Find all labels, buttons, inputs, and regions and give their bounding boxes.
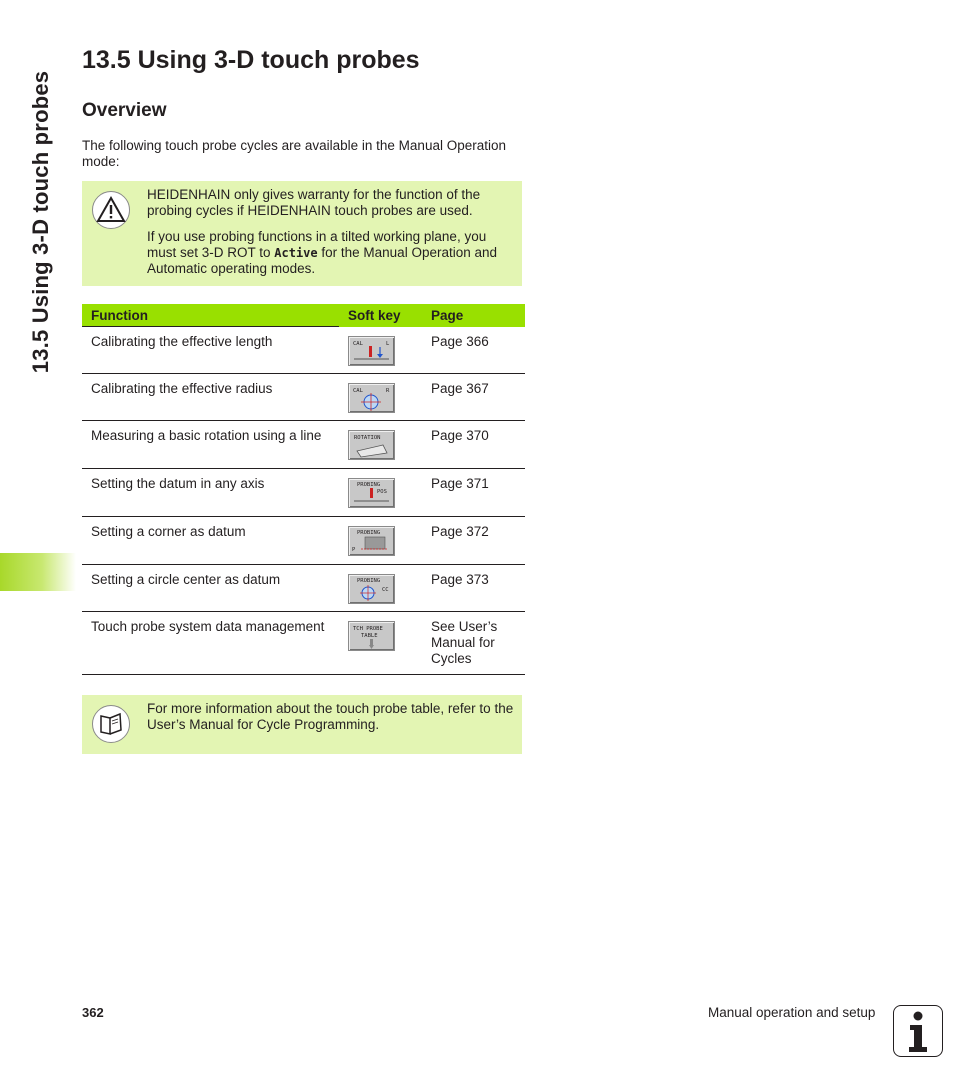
info-text: For more information about the touch probe table, refer to the User’s Manual for Cycle Programming. <box>147 701 514 732</box>
svg-text:TABLE: TABLE <box>361 633 378 639</box>
softkey-cell <box>339 421 422 469</box>
page-cell: Page 370 <box>422 421 525 469</box>
warning-triangle-icon <box>92 191 130 229</box>
function-cell: Setting a circle center as datum <box>82 565 339 612</box>
function-cell: Touch probe system data management <box>82 612 339 675</box>
softkey-cell <box>339 469 422 517</box>
page-heading: 13.5 Using 3-D touch probes <box>82 46 420 74</box>
side-chapter-title: 13.5 Using 3-D touch probes <box>28 70 53 374</box>
page-cell: Page 373 <box>422 565 525 612</box>
softkey-cell <box>339 565 422 612</box>
chapter-tab-marker <box>0 553 76 591</box>
header-softkey: Soft key <box>339 304 422 327</box>
probing-p-softkey[interactable] <box>348 526 395 556</box>
svg-text:POS: POS <box>377 489 387 495</box>
table-row <box>82 374 525 421</box>
header-page: Page <box>422 304 525 327</box>
table-row <box>82 565 525 612</box>
svg-text:ROTATION: ROTATION <box>354 435 381 441</box>
tch-probe-table-softkey[interactable] <box>348 621 395 651</box>
function-cell: Measuring a basic rotation using a line <box>82 421 339 469</box>
page-cell: Page 367 <box>422 374 525 421</box>
probing-pos-softkey[interactable] <box>348 478 395 508</box>
softkey-cell <box>339 517 422 565</box>
intro-text: The following touch probe cycles are available in the Manual Operation mode: <box>82 138 506 169</box>
page-cell: Page 366 <box>422 327 525 374</box>
header-function: Function <box>82 304 339 327</box>
cal-r-softkey[interactable] <box>348 383 395 413</box>
section-heading: Overview <box>82 100 167 121</box>
page-number: 362 <box>82 1005 104 1020</box>
svg-text:CC: CC <box>382 587 389 593</box>
chapter-footer: Manual operation and setup <box>708 1005 876 1020</box>
page-cell: See User’s Manual for Cycles <box>422 612 525 675</box>
active-keyword: Active <box>274 246 318 260</box>
svg-text:PROBING: PROBING <box>357 530 381 536</box>
warning-note <box>82 181 522 286</box>
function-cell: Calibrating the effective radius <box>82 374 339 421</box>
warning-text-1: HEIDENHAIN only gives warranty for the function of the probing cycles if HEIDENHAIN touch probes are used. <box>147 187 481 218</box>
svg-text:PROBING: PROBING <box>357 482 381 488</box>
svg-text:TCH PROBE: TCH PROBE <box>353 626 383 632</box>
page-cell: Page 371 <box>422 469 525 517</box>
page-cell: Page 372 <box>422 517 525 565</box>
info-note <box>82 695 522 754</box>
softkey-cell <box>339 374 422 421</box>
table-row <box>82 469 525 517</box>
svg-text:P: P <box>352 547 356 553</box>
function-cell: Setting the datum in any axis <box>82 469 339 517</box>
table-header-row <box>82 304 525 327</box>
table-row <box>82 421 525 469</box>
function-cell: Setting a corner as datum <box>82 517 339 565</box>
function-table <box>82 304 525 675</box>
cal-l-softkey[interactable] <box>348 336 395 366</box>
probing-cc-softkey[interactable] <box>348 574 395 604</box>
rotation-softkey[interactable] <box>348 430 395 460</box>
softkey-cell <box>339 327 422 374</box>
info-icon <box>893 1005 943 1057</box>
manual-book-icon <box>92 705 130 743</box>
softkey-cell <box>339 612 422 675</box>
table-row <box>82 517 525 565</box>
warning-text-2: If you use probing functions in a tilted working plane, you must set 3-D ROT to Active for the Manual Operation and Automatic operating modes. <box>147 229 498 276</box>
svg-text:PROBING: PROBING <box>357 578 381 584</box>
svg-text:CAL: CAL <box>353 388 363 394</box>
svg-text:R: R <box>386 388 390 394</box>
svg-text:CAL: CAL <box>353 340 363 347</box>
table-row <box>82 327 525 374</box>
function-cell: Calibrating the effective length <box>82 327 339 374</box>
svg-text:L: L <box>386 340 390 347</box>
table-row <box>82 612 525 675</box>
